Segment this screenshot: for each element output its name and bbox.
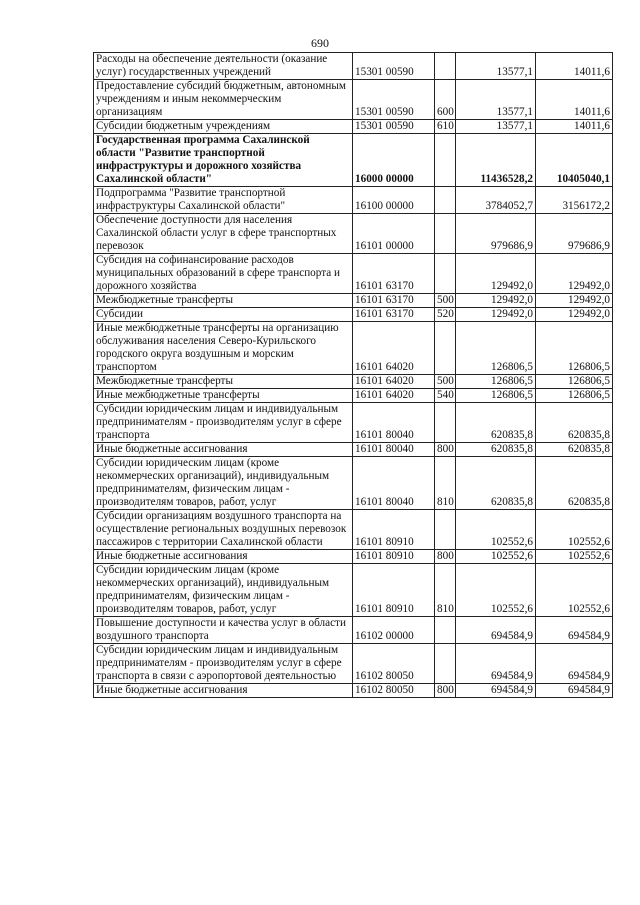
row-name-cell: Обеспечение доступности для населения Сахалинской области услуг в сфере транспортных перевозок: [94, 214, 353, 254]
row-amount-year1-cell: 13577,1: [456, 120, 536, 134]
row-amount-year2-cell: 3156172,2: [536, 187, 613, 214]
row-amount-year1-cell: 694584,9: [456, 684, 536, 698]
page-number: 690: [311, 36, 329, 50]
row-code-cell: 16101 64020: [353, 389, 435, 403]
row-code-cell: 16101 80040: [353, 403, 435, 443]
table-row: [94, 564, 613, 617]
row-amount-year2-cell: 14011,6: [536, 53, 613, 80]
row-expense-type-cell: 800: [435, 550, 456, 564]
row-name-cell: Государственная программа Сахалинской области "Развитие транспортной инфраструктуры и дорожного хозяйства Сахалинской области": [94, 134, 353, 187]
row-name-cell: Субсидии юридическим лицам и индивидуальным предпринимателям - производителям услуг в сфере транспорта в связи с аэропортовой деятельностью: [94, 644, 353, 684]
row-amount-year2-cell: 129492,0: [536, 294, 613, 308]
row-expense-type-cell: 520: [435, 308, 456, 322]
table-row: [94, 254, 613, 294]
row-code-cell: 16000 00000: [353, 134, 435, 187]
row-code-cell: 16101 64020: [353, 375, 435, 389]
row-expense-type-cell: 610: [435, 120, 456, 134]
row-amount-year1-cell: 694584,9: [456, 644, 536, 684]
table-row: [94, 53, 613, 80]
row-code-cell: 16101 63170: [353, 308, 435, 322]
table-body: [94, 53, 613, 698]
row-expense-type-cell: 800: [435, 443, 456, 457]
table-row: [94, 510, 613, 550]
row-expense-type-cell: [435, 254, 456, 294]
table-row: [94, 294, 613, 308]
row-amount-year2-cell: 102552,6: [536, 564, 613, 617]
row-amount-year2-cell: 620835,8: [536, 457, 613, 510]
row-amount-year2-cell: 14011,6: [536, 120, 613, 134]
budget-table: [93, 52, 613, 698]
row-code-cell: 16101 80910: [353, 550, 435, 564]
row-amount-year1-cell: 3784052,7: [456, 187, 536, 214]
row-name-cell: Субсидии: [94, 308, 353, 322]
row-expense-type-cell: [435, 617, 456, 644]
row-code-cell: 16102 80050: [353, 644, 435, 684]
row-amount-year1-cell: 694584,9: [456, 617, 536, 644]
row-expense-type-cell: 500: [435, 375, 456, 389]
row-code-cell: 16101 80040: [353, 457, 435, 510]
row-amount-year1-cell: 102552,6: [456, 510, 536, 550]
row-amount-year2-cell: 620835,8: [536, 403, 613, 443]
row-amount-year1-cell: 979686,9: [456, 214, 536, 254]
table-row: [94, 550, 613, 564]
row-code-cell: 16101 63170: [353, 294, 435, 308]
table-row: [94, 375, 613, 389]
table-row: [94, 684, 613, 698]
row-amount-year2-cell: 102552,6: [536, 510, 613, 550]
row-amount-year2-cell: 129492,0: [536, 254, 613, 294]
row-name-cell: Повышение доступности и качества услуг в области воздушного транспорта: [94, 617, 353, 644]
row-expense-type-cell: [435, 644, 456, 684]
row-expense-type-cell: [435, 53, 456, 80]
row-name-cell: Межбюджетные трансферты: [94, 294, 353, 308]
row-amount-year2-cell: 126806,5: [536, 322, 613, 375]
row-amount-year1-cell: 126806,5: [456, 322, 536, 375]
row-expense-type-cell: 800: [435, 684, 456, 698]
row-code-cell: 16101 80910: [353, 564, 435, 617]
row-amount-year1-cell: 102552,6: [456, 564, 536, 617]
row-code-cell: 16101 63170: [353, 254, 435, 294]
row-amount-year2-cell: 126806,5: [536, 375, 613, 389]
table-row: [94, 322, 613, 375]
table-row: [94, 214, 613, 254]
row-code-cell: 16100 00000: [353, 187, 435, 214]
table-row: [94, 187, 613, 214]
row-amount-year2-cell: 102552,6: [536, 550, 613, 564]
row-expense-type-cell: [435, 214, 456, 254]
row-code-cell: 15301 00590: [353, 80, 435, 120]
row-amount-year2-cell: 14011,6: [536, 80, 613, 120]
row-expense-type-cell: [435, 187, 456, 214]
row-code-cell: 16101 00000: [353, 214, 435, 254]
table-row: [94, 403, 613, 443]
table-row: [94, 80, 613, 120]
row-code-cell: 16102 80050: [353, 684, 435, 698]
row-name-cell: Субсидии юридическим лицам (кроме некоммерческих организаций), индивидуальным предпринимателям, физическим лицам - производителям товаров, работ, услуг: [94, 564, 353, 617]
row-code-cell: 15301 00590: [353, 53, 435, 80]
table-row: [94, 644, 613, 684]
row-amount-year1-cell: 620835,8: [456, 457, 536, 510]
row-amount-year2-cell: 126806,5: [536, 389, 613, 403]
row-amount-year1-cell: 102552,6: [456, 550, 536, 564]
row-name-cell: Субсидия на софинансирование расходов муниципальных образований в сфере транспорта и дорожного хозяйства: [94, 254, 353, 294]
row-amount-year1-cell: 129492,0: [456, 294, 536, 308]
row-expense-type-cell: 810: [435, 457, 456, 510]
row-expense-type-cell: [435, 403, 456, 443]
row-name-cell: Иные межбюджетные трансферты на организацию обслуживания населения Северо-Курильского городского округа воздушным и морским транспортом: [94, 322, 353, 375]
table-row: [94, 120, 613, 134]
row-name-cell: Иные межбюджетные трансферты: [94, 389, 353, 403]
row-expense-type-cell: [435, 134, 456, 187]
row-amount-year1-cell: 126806,5: [456, 375, 536, 389]
row-expense-type-cell: 500: [435, 294, 456, 308]
row-name-cell: Субсидии юридическим лицам (кроме некоммерческих организаций), индивидуальным предпринимателям, физическим лицам - производителям товаров, работ, услуг: [94, 457, 353, 510]
row-amount-year1-cell: 620835,8: [456, 443, 536, 457]
row-code-cell: 16102 00000: [353, 617, 435, 644]
row-expense-type-cell: 600: [435, 80, 456, 120]
row-amount-year2-cell: 10405040,1: [536, 134, 613, 187]
row-name-cell: Субсидии бюджетным учреждениям: [94, 120, 353, 134]
row-code-cell: 16101 80910: [353, 510, 435, 550]
row-name-cell: Иные бюджетные ассигнования: [94, 684, 353, 698]
table-row: [94, 308, 613, 322]
row-name-cell: Иные бюджетные ассигнования: [94, 550, 353, 564]
row-expense-type-cell: [435, 510, 456, 550]
row-amount-year2-cell: 620835,8: [536, 443, 613, 457]
row-code-cell: 16101 80040: [353, 443, 435, 457]
row-name-cell: Подпрограмма "Развитие транспортной инфраструктуры Сахалинской области": [94, 187, 353, 214]
row-amount-year2-cell: 129492,0: [536, 308, 613, 322]
row-amount-year1-cell: 13577,1: [456, 80, 536, 120]
row-amount-year2-cell: 694584,9: [536, 684, 613, 698]
row-amount-year1-cell: 126806,5: [456, 389, 536, 403]
table-row: [94, 134, 613, 187]
row-expense-type-cell: 810: [435, 564, 456, 617]
table-row: [94, 443, 613, 457]
row-name-cell: Субсидии организациям воздушного транспорта на осуществление региональных воздушных перевозок пассажиров с территории Сахалинской области: [94, 510, 353, 550]
row-amount-year2-cell: 694584,9: [536, 644, 613, 684]
row-expense-type-cell: [435, 322, 456, 375]
table-row: [94, 617, 613, 644]
row-amount-year1-cell: 129492,0: [456, 308, 536, 322]
row-expense-type-cell: 540: [435, 389, 456, 403]
row-code-cell: 15301 00590: [353, 120, 435, 134]
row-name-cell: Расходы на обеспечение деятельности (оказание услуг) государственных учреждений: [94, 53, 353, 80]
row-amount-year1-cell: 13577,1: [456, 53, 536, 80]
row-name-cell: Субсидии юридическим лицам и индивидуальным предпринимателям - производителям услуг в сфере транспорта: [94, 403, 353, 443]
row-amount-year1-cell: 129492,0: [456, 254, 536, 294]
row-amount-year1-cell: 11436528,2: [456, 134, 536, 187]
row-amount-year2-cell: 694584,9: [536, 617, 613, 644]
row-name-cell: Предоставление субсидий бюджетным, автономным учреждениям и иным некоммерческим организациям: [94, 80, 353, 120]
row-amount-year1-cell: 620835,8: [456, 403, 536, 443]
row-amount-year2-cell: 979686,9: [536, 214, 613, 254]
row-code-cell: 16101 64020: [353, 322, 435, 375]
table-row: [94, 457, 613, 510]
row-name-cell: Иные бюджетные ассигнования: [94, 443, 353, 457]
row-name-cell: Межбюджетные трансферты: [94, 375, 353, 389]
table-row: [94, 389, 613, 403]
